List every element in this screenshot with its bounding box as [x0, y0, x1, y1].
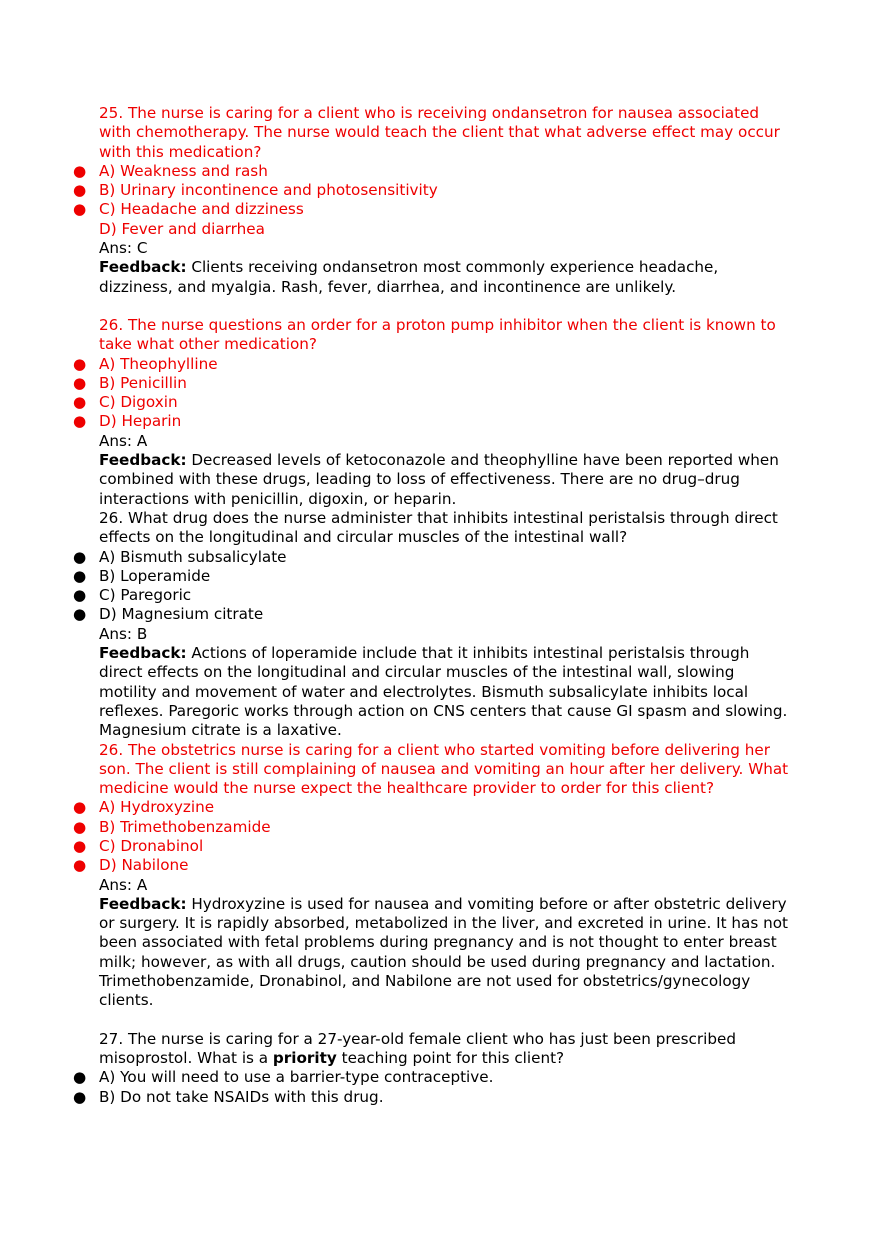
answer-key: Ans: B: [99, 624, 148, 643]
answer-option: ● C) Headache and dizziness: [73, 200, 304, 219]
feedback-text: Feedback: Decreased levels of ketoconazole and theophylline have been reported when combined with these drugs, leading to loss of effectiveness. There are no drug–drug interactions with penicillin, digoxin, or heparin.: [99, 451, 779, 508]
answer-key: Ans: A: [99, 431, 148, 450]
bullet-icon: ●: [73, 1068, 87, 1087]
feedback-text: Feedback: Hydroxyzine is used for nausea and vomiting before or after obstetric delivery or surgery. It is rapidly absorbed, metabolized in the liver, and excreted in urine. It has not been associated with fetal problems during pregnancy and is not thought to enter breast milk; however, as with all drugs, caution should be used during pregnancy and lactation. Trimethobenzamide, Dronabinol, and Nabilone are not used for obstetrics/gynecology clients.: [99, 894, 788, 1010]
bullet-icon: ●: [73, 856, 87, 875]
feedback-label: Feedback:: [99, 258, 187, 277]
answer-option: D) Fever and diarrhea: [99, 219, 265, 238]
question-block: [73, 315, 789, 509]
bullet-icon: ●: [73, 586, 87, 605]
question-stem: 27. The nurse is caring for a 27-year-old female client who has just been prescribed misoprostol. What is a priority teaching point for this client?: [99, 1029, 736, 1067]
answer-option: ● A) You will need to use a barrier-type contraceptive.: [73, 1068, 494, 1087]
spacer: [99, 1011, 789, 1030]
answer-option: ● D) Nabilone: [73, 856, 189, 875]
feedback-label: Feedback:: [99, 451, 187, 470]
answer-option: ● A) Weakness and rash: [73, 161, 268, 180]
question-stem: 26. The obstetrics nurse is caring for a client who started vomiting before delivering her son. The client is still complaining of nausea and vomiting an hour after her delivery. What medicine would the nurse expect the healthcare provider to order for this client?: [99, 740, 789, 798]
bullet-icon: ●: [73, 547, 87, 566]
bullet-icon: ●: [73, 566, 87, 585]
emphasis-text: priority: [272, 1048, 337, 1067]
question-block: [73, 1029, 789, 1107]
feedback-label: Feedback:: [99, 894, 187, 913]
answer-option: ● B) Urinary incontinence and photosensitivity: [73, 181, 438, 200]
feedback-text: Feedback: Clients receiving ondansetron most commonly experience headache, dizziness, and myalgia. Rash, fever, diarrhea, and incontinence are unlikely.: [99, 258, 719, 296]
bullet-icon: ●: [73, 817, 87, 836]
spacer: [99, 297, 789, 316]
answer-option: ● C) Paregoric: [73, 586, 192, 605]
document-page: [73, 104, 789, 1107]
bullet-icon: ●: [73, 181, 87, 200]
answer-option: ● B) Loperamide: [73, 566, 211, 585]
answer-option: ● B) Penicillin: [73, 373, 187, 392]
bullet-icon: ●: [73, 393, 87, 412]
feedback-label: Feedback:: [99, 644, 187, 663]
question-stem: 25. The nurse is caring for a client who is receiving ondansetron for nausea associated with chemotherapy. The nurse would teach the client that what adverse effect may occur with this medication?: [99, 104, 780, 161]
question-stem: 26. The nurse questions an order for a proton pump inhibitor when the client is known to take what other medication?: [99, 315, 776, 354]
answer-key: Ans: A: [99, 875, 148, 894]
bullet-icon: ●: [73, 412, 87, 431]
feedback-text: Feedback: Actions of loperamide include that it inhibits intestinal peristalsis through direct effects on the longitudinal and circular muscles of the intestinal wall, slowing motility and movement of water and electrolytes. Bismuth subsalicylate inhibits local reflexes. Paregoric works through action on CNS centers that cause GI spasm and slowing. Magnesium citrate is a laxative.: [99, 644, 788, 740]
answer-option: ● C) Digoxin: [73, 393, 178, 412]
answer-option: ● C) Dronabinol: [73, 836, 204, 855]
question-block: [73, 104, 789, 297]
bullet-icon: ●: [73, 200, 87, 219]
question-stem: 26. What drug does the nurse administer that inhibits intestinal peristalsis through direct effects on the longitudinal and circular muscles of the intestinal wall?: [99, 508, 778, 547]
bullet-icon: ●: [73, 161, 87, 180]
bullet-icon: ●: [73, 373, 87, 392]
bullet-icon: ●: [73, 836, 87, 855]
answer-option: ● D) Heparin: [73, 412, 182, 431]
answer-option: ● D) Magnesium citrate: [73, 605, 264, 624]
bullet-icon: ●: [73, 798, 87, 817]
answer-option: ● B) Trimethobenzamide: [73, 817, 271, 836]
answer-option: ● A) Theophylline: [73, 354, 218, 373]
bullet-icon: ●: [73, 354, 87, 373]
answer-option: ● A) Hydroxyzine: [73, 798, 215, 817]
bullet-icon: ●: [73, 1087, 87, 1106]
answer-option: ● B) Do not take NSAIDs with this drug.: [73, 1087, 384, 1106]
answer-option: ● A) Bismuth subsalicylate: [73, 547, 287, 566]
bullet-icon: ●: [73, 605, 87, 624]
question-block: [73, 740, 789, 1011]
question-block: [73, 508, 789, 741]
answer-key: Ans: C: [99, 239, 148, 258]
